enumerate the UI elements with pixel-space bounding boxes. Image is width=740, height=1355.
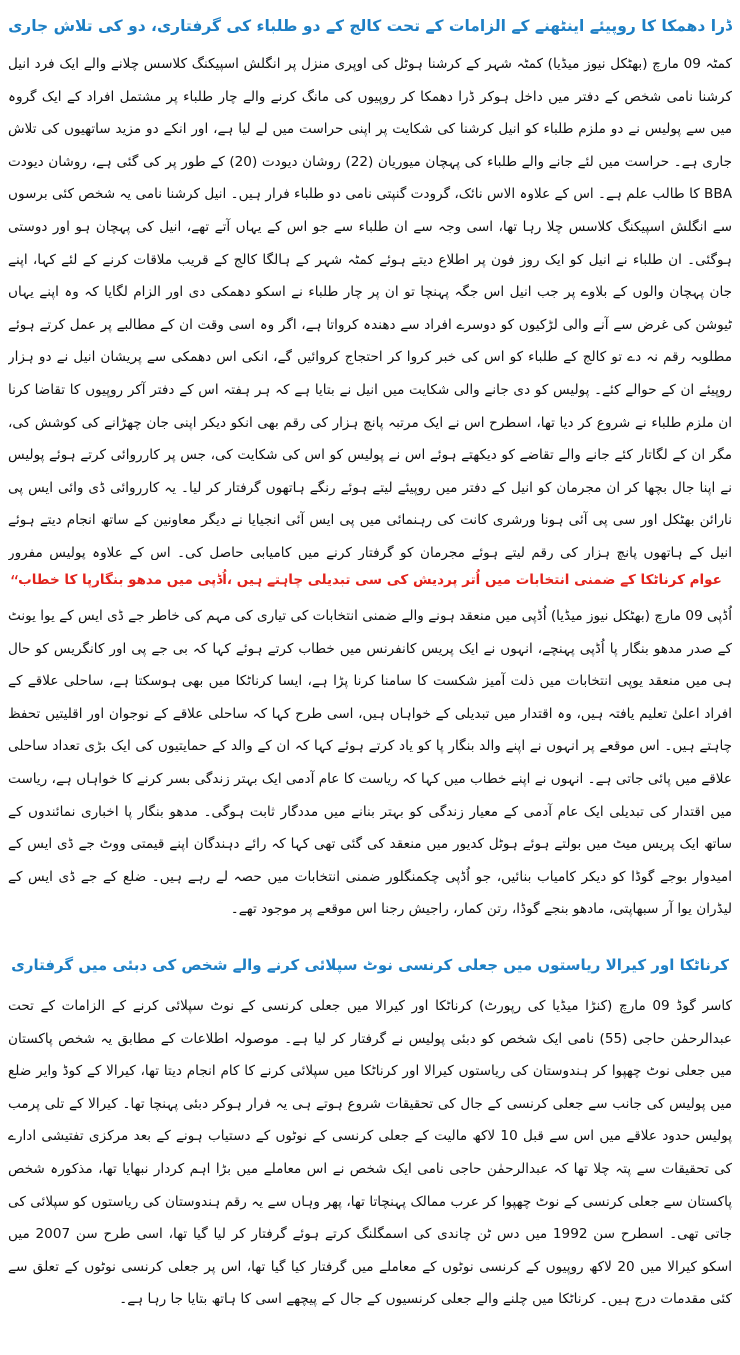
article-2-headline: عوام کرناٹکا کے ضمنی انتخابات میں اُتر پردیش کی سی تبدیلی چاہتے ہیں ،اُڈپی میں مدھو بنگارپا کا خطاب	[18, 572, 722, 588]
quote-mark-icon: “	[10, 572, 20, 593]
article-2	[8, 560, 732, 940]
article-1	[8, 4, 732, 560]
article-3-body: کاسر گوڈ 09 مارچ (کنڑا میڈیا کی رپورٹ) کرناٹکا اور کیرالا میں جعلی کرنسی کے نوٹ سپلائی کرنے کے الزامات کے تحت عبدالرحمٰن حاجی (55) نامی ایک شخص کو دبئی پولیس نے گرفتار کر لیا ہے۔ موصولہ اطلاعات کے مطابق یہ شخص پاکستان میں جعلی نوٹ چھپوا کر ہندوستان کی ریاستوں کیرالا اور کرناٹکا میں سپلائی کرنے کا کام انجام دیتا تھا، کیرالا کے کوڈ وایر ضلع میں پولیس کی جانب سے جعلی کرنسی کے جال کی تحقیقات شروع ہوتے ہی یہ فرار ہوکر دبئی پہنچا تھا۔ کیرالا کے تلی پرمب پولیس حدود علاقے میں اس سے قبل 10 لاکھ مالیت کے جعلی کرنسی کے نوٹوں کے دستیاب ہونے کے بعد مرکزی تفتیشی ادارے کی تحقیقات سے پتہ چلا تھا کہ عبدالرحمٰن حاجی نامی ایک شخص نے اس معاملے میں بڑا اہم کردار نبھایا تھا، مذکورہ شخص پاکستان سے جعلی کرنسی کے نوٹ چھپوا کر عرب ممالک پہنچاتا تھا، پھر وہاں سے یہ رقم ہندوستان کی ریاستوں کو سپلائی کی جاتی تھی۔ اسطرح سن 1992 میں دس ٹن چاندی کی اسمگلنگ کرتے ہوئے گرفتار کر لیا گیا تھا، اسی طرح سن 2007 میں اسکو کیرالا میں 20 لاکھ روپیوں کے کرنسی نوٹوں کے معاملے میں گرفتار کیا گیا تھا، اس پر جعلی کرنسی نوٹوں کے تعلق سے کئی مقدمات درج ہیں۔ کرناٹکا میں چلنے والے جعلی کرنسیوں کے جال کے پیچھے اسی کا ہاتھ بتایا جا رہا ہے۔	[8, 998, 732, 1308]
article-3	[8, 940, 732, 1355]
article-1-headline: ڈرا دھمکا کا روپیئے اینٹھنے کے الزامات کے تحت کالج کے دو طلباء کی گرفتاری، دو کی تلاش جاری	[8, 17, 732, 35]
article-2-body: اُڈپی 09 مارچ (بھٹکل نیوز میڈیا) اُڈپی میں منعقد ہونے والے ضمنی انتخابات کی تیاری کی مہم کی خاطر جے ڈی ایس کے یوا یونٹ کے صدر مدھو بنگار پا اُڈپی پہنچے، انہوں نے ایک پریس کانفرنس میں خطاب کرتے ہوئے کہا کہ بی جے پی اور کانگریس کو حال ہی میں منعقد یوپی انتخابات میں ذلت آمیز شکست کا سامنا کرنا پڑا ہے، ایسا کرناٹکا میں بھی ہوسکتا ہے، ساحلی علاقے کے افراد اعلیٰ تعلیم یافتہ ہیں، وہ اقتدار میں تبدیلی کے خواہاں ہیں، اسی طرح کہا کہ ساحلی علاقے کے نوجوان اور اقلیتیں تحفظ چاہتے ہیں۔ اس موقعے پر انہوں نے اپنے والد بنگار پا کو یاد کرتے ہوئے کہا کہ ان کے والد کے حمایتیوں کی ایک بڑی تعداد ساحلی علاقے میں پائی جاتی ہے۔ انہوں نے اپنے خطاب میں کہا کہ ریاست کا عام آدمی ایک بہتر زندگی بسر کرنے کا خواہاں ہے، ریاست میں اقتدار کی تبدیلی ایک عام آدمی کے معیار زندگی کو بہتر بنانے میں مددگار ثابت ہوگی۔ مدھو بنگار پا اخباری نمائندوں کے ساتھ ایک پریس میٹ میں بولتے ہوئے ہوٹل کدیور میں منعقد کی گئی تھی کہا کہ رائے دہندگان اپنے قیمتی ووٹ جے ڈی ایس کے امیدوار بوجے گوڈا کو دیکر کامیاب بنائیں، جو اُڈپی چکمنگلور ضمنی انتخابات میں حصہ لے رہے ہیں۔ ضلع کے جے ڈی ایس کے لیڈران یوا آر سبھاپتی، مادھو بنجے گوڈا، رتن کمار، راجیش رجنا اس موقعے پر موجود تھے۔	[8, 608, 732, 918]
article-3-headline: کرناٹکا اور کیرالا ریاستوں میں جعلی کرنسی نوٹ سپلائی کرنے والے شخص کی دبئی میں گرفتاری	[11, 956, 729, 974]
article-1-body: کمٹہ 09 مارچ (بھٹکل نیوز میڈیا) کمٹہ شہر کے کرشنا ہوٹل کی اوپری منزل پر انگلش اسپیکنگ کلاسس چلانے والے ایک فرد انیل کرشنا نامی شخص کے دفتر میں داخل ہوکر ڈرا دھمکا کر روپیوں کی مانگ کرنے والے چار طلباء پر مشتمل افراد کے ایک گروہ میں سے پولیس نے دو ملزم طلباء کو انیل کرشنا کی شکایت پر اپنی حراست میں لے لیا ہے، اور انکے دو مزید ساتھیوں کی تلاش جاری ہے۔ حراست میں لئے جانے والے طلباء کی پہچان میوریان (22) روشان دیودت (20) کے طور پر کی گئی ہے، روشان دیودت BBA کا طالب علم ہے۔ اس کے علاوہ الاس نائک، گرودت گنپتی نامی دو طلباء فرار ہیں۔ انیل کرشنا نامی یہ شخص کئی برسوں سے انگلش اسپیکنگ کلاسس چلا رہا تھا، اسی وجہ سے ان طلباء سے جو اس کے یہاں آتے تھے، انیل کی پہچان ہو اور دوستی ہوگئی۔ ان طلباء نے انیل کو ایک روز فون پر اطلاع دیتے ہوئے کمٹہ شہر کے ہالگا کالج کے قریب ملاقات کرنے کے لئے کہا، اپنے جان پہچان والوں کے بلاوے پر جب انیل اس جگہ پہنچا تو ان پر چار طلباء نے اسکو دھمکی دی اور الزام لگایا کہ وہ اپنے یہاں ٹیوشن کی غرض سے آنے والی لڑکیوں کو دوسرے افراد سے دھندہ کرواتا ہے، اگر وہ اسی وقت ان کے مطالبے پر عمل کرتے ہوئے مطلوبہ رقم نہ دے تو کالج کے طلباء کو اس کی خبر کروا کر احتجاج کروائیں گے، انکی اس دھمکی سے پریشان انیل نے دو ہزار روپیئے ان کے حوالے کئے۔ پولیس کو دی جانے والی شکایت میں انیل نے بتایا ہے کہ ہر ہفتہ اس کے دفتر آکر روپیوں کا تقاضا کرنا ان ملزم طلباء نے شروع کر دیا تھا، اسطرح اس نے ایک مرتبہ پانچ ہزار کی رقم بھی انکو دیکر اپنی جان چھڑانے کی کوشش کی، مگر ان کے لگاتار کئے جانے والے تقاضے کو دیکھتے ہوئے اس نے پولیس کو اس کی شکایت کی، جس پر کارروائی کرتے ہوئے پولیس نے اپنا جال بچھا کر ان مجرمان کو انیل کے دفتر میں روپیئے لیتے ہوئے رنگے ہاتھوں گرفتار کر لیا۔ یہ کارروائی ڈی وائی ایس پی نارائن بھٹکل اور سی پی آئی ہونا ورشری کانت کی رہنمائی میں پی ایس آئی انجیایا نے دیگر معاونین کے ساتھ انجام دیتے ہوئے انیل کے ہاتھوں پانچ ہزار کی رقم لیتے ہوئے مجرمان کو گرفتار کرنے میں کامیابی حاصل کی۔ اس کے علاوہ پولیس مفرور	[8, 56, 732, 560]
